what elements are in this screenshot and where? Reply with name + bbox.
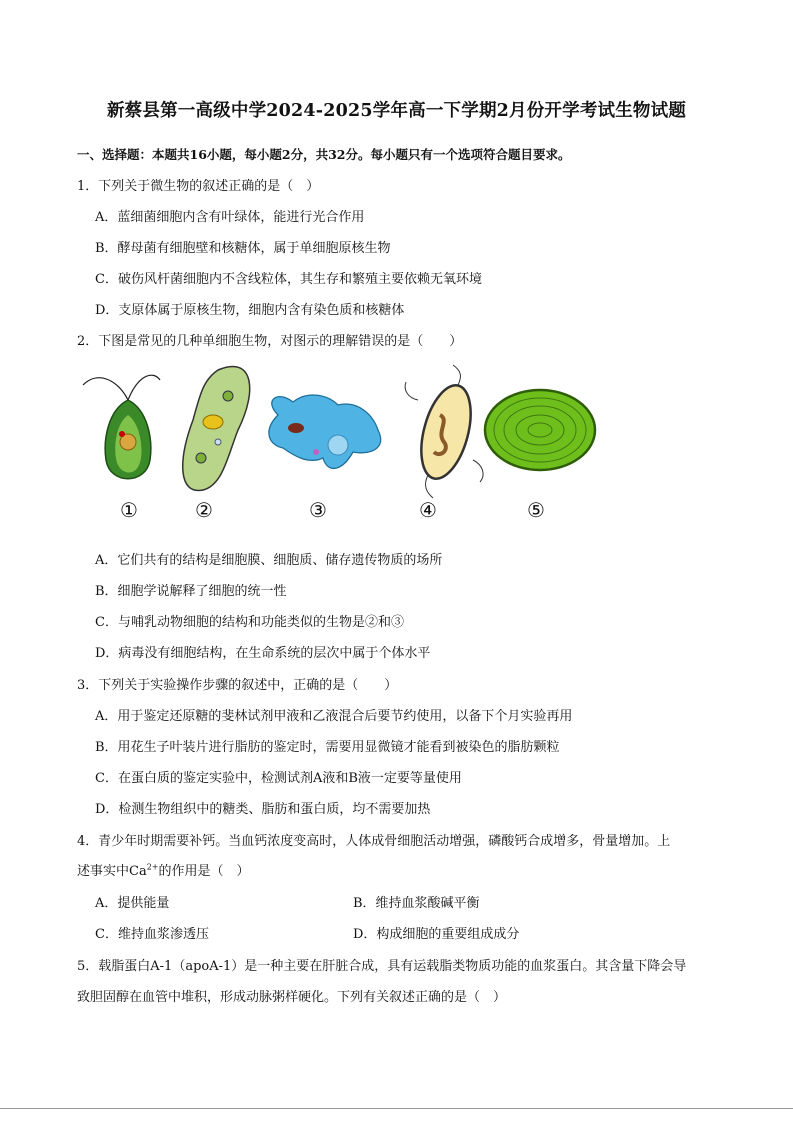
q3-option-c: C．在蛋白质的鉴定实验中，检测试剂A液和B液一定要等量使用 <box>95 771 462 786</box>
q3-stem: 3．下列关于实验操作步骤的叙述中，正确的是（ ） <box>77 678 398 693</box>
q2-option-c: C．与哺乳动物细胞的结构和功能类似的生物是②和③ <box>95 615 404 630</box>
chlamydomonas-illustration <box>83 375 160 479</box>
q4-option-c: C．维持血浆渗透压 <box>95 927 209 942</box>
q4-option-a: A．提供能量 <box>95 896 170 911</box>
q4-option-b: B．维持血浆酸碱平衡 <box>353 896 480 911</box>
q5-stem-line2: 致胆固醇在血管中堆积，形成动脉粥样硬化。下列有关叙述正确的是（ ） <box>77 990 507 1005</box>
figure-label-1: ① <box>120 498 138 522</box>
q4-stem-line2 <box>77 860 250 879</box>
q2-option-a: A．它们共有的结构是细胞膜、细胞质、储存遗传物质的场所 <box>95 553 443 568</box>
q4-stem-part: 的作用是（ ） <box>158 864 250 879</box>
q1-stem: 1．下列关于微生物的叙述正确的是（ ） <box>77 179 320 194</box>
ion-charge: 2+ <box>146 862 159 872</box>
q2-option-d: D．病毒没有细胞结构，在生命系统的层次中属于个体水平 <box>95 646 431 661</box>
cyanobacterium-illustration <box>485 390 595 470</box>
amoeba-illustration <box>269 395 381 468</box>
page-bottom-rule <box>0 1108 793 1109</box>
figure-label-2: ② <box>195 498 213 522</box>
q1-option-d: D．支原体属于原核生物，细胞内含有染色质和核糖体 <box>95 303 405 318</box>
figure-label-4: ④ <box>419 498 437 522</box>
figure-label-3: ③ <box>309 498 327 522</box>
q3-option-b: B．用花生子叶装片进行脂肪的鉴定时，需要用显微镜才能看到被染色的脂肪颗粒 <box>95 740 560 755</box>
q3-option-a: A．用于鉴定还原糖的斐林试剂甲液和乙液混合后要节约使用，以备下个月实验再用 <box>95 709 573 724</box>
section-heading: 一、选择题：本题共16小题，每小题2分，共32分。每小题只有一个选项符合题目要求。 <box>77 147 571 162</box>
q2-option-b: B．细胞学说解释了细胞的统一性 <box>95 584 287 599</box>
q1-option-b: B．酵母菌有细胞壁和核糖体，属于单细胞原核生物 <box>95 241 391 256</box>
figure-label-5: ⑤ <box>527 498 545 522</box>
q4-stem-line1: 4．青少年时期需要补钙。当血钙浓度变高时，人体成骨细胞活动增强，磷酸钙合成增多，骨量增加。上 <box>77 834 671 849</box>
paramecium-illustration <box>183 366 250 490</box>
q4-stem-part: 述事实中Ca <box>77 864 147 879</box>
q1-option-a: A．蓝细菌细胞内含有叶绿体，能进行光合作用 <box>95 210 365 225</box>
q2-stem: 2．下图是常见的几种单细胞生物，对图示的理解错误的是（ ） <box>77 334 463 349</box>
q1-option-c: C．破伤风杆菌细胞内不含线粒体，其生存和繁殖主要依赖无氧环境 <box>95 272 482 287</box>
q4-option-d: D．构成细胞的重要组成成分 <box>353 927 520 942</box>
page-title: 新蔡县第一高级中学2024-2025学年高一下学期2月份开学考试生物试题 <box>106 101 687 121</box>
bacterium-illustration <box>405 365 483 498</box>
q5-stem-line1: 5．载脂蛋白A-1（apoA-1）是一种主要在肝脏合成，具有运载脂类物质功能的血浆蛋白。其含量下降会导 <box>77 959 687 974</box>
q3-option-d: D．检测生物组织中的糖类、脂肪和蛋白质，均不需要加热 <box>95 802 431 817</box>
